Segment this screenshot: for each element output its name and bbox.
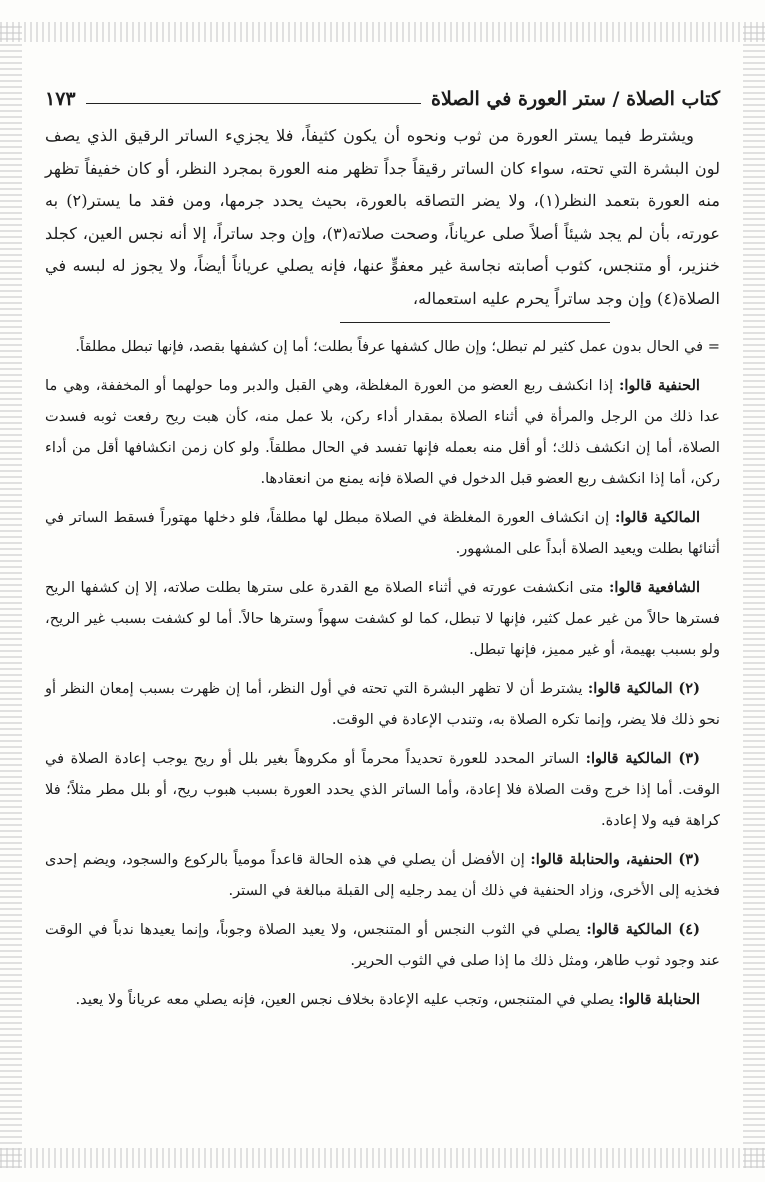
footnote-continuation: = في الحال بدون عمل كثير لم تبطل؛ وإن طال كشفها عرفاً بطلت؛ أما إن كشفها بقصد، فإنها تبطل مطلقاً. — [75, 338, 720, 355]
main-text — [45, 120, 720, 315]
footnote-hanbali: الحنابلة قالوا: يصلي في المتنجس، وتجب عليه الإعادة بخلاف نجس العين، فإنه يصلي معه عرياناً ولا يعيد. — [75, 991, 700, 1009]
footnote-4-maliki: (٤) المالكية قالوا: يصلي في الثوب النجس أو المتنجس، ولا يعيد الصلاة وجوباً، وإنما يعيدها ندباً في الوقت عند وجود ثوب طاهر، ومثل ذلك ما إذا صلى في الثوب الحرير. — [45, 921, 720, 969]
footnotes — [45, 332, 720, 1024]
page-number: ١٧٣ — [45, 88, 76, 110]
footnote-3-maliki: (٣) المالكية قالوا: الساتر المحدد للعورة تحديداً محرماً أو مكروهاً بغير بلل أو ريح يوجب إعادة الصلاة في الوقت. أما إذا خرج وقت الصلاة فلا إعادة، وأما الساتر الذي يحدد العورة بسبب هبوب ريح، أو بلل مطر مثلاً؛ فلا كراهة فيه ولا إعادة. — [45, 750, 720, 829]
footnote-shafii: الشافعية قالوا: متى انكشفت عورته في أثناء الصلاة مع القدرة على سترها بطلت صلاته، إلا إن كشفها الريح فسترها حالاً من غير عمل كثير، فإنها لا تبطل، كما لو كشفت سهواً وسترها حالاً. أما لو كشفت بسبب غير الريح، ولو بسبب بهيمة، أو غير مميز، فإنها تبطل. — [45, 579, 720, 658]
decorative-border-left — [0, 22, 22, 1168]
footnote-hanafi: الحنفية قالوا: إذا انكشف ربع العضو من العورة المغلظة، وهي القبل والدبر وما حولهما أو المخففة، وهي ما عدا ذلك من الرجل والمرأة في أثناء الصلاة بمقدار أداء ركن، بلا عمل منه، كأن هبت ريح رفعت ثوبه فسدت الصلاة، أما إن انكشف ذلك؛ أو أقل منه بعمله فإنها تفسد في الحال مطلقاً. ولو كان زمن انكشافها أقل من أداء ركن، أما إذا انكشف ربع العضو قبل الدخول في الصلاة فإنه يمنع من انعقادها. — [45, 377, 720, 487]
decorative-border-bottom — [0, 1148, 765, 1168]
decorative-border-top — [0, 22, 765, 42]
footnote-maliki: المالكية قالوا: إن انكشاف العورة المغلظة في الصلاة مبطل لها مطلقاً، فلو دخلها مهتوراً فسقط الساتر في أثنائها بطلت ويعيد الصلاة أبداً على المشهور. — [45, 508, 720, 557]
main-paragraph: ويشترط فيما يستر العورة من ثوب ونحوه أن يكون كثيفاً، فلا يجزيء الساتر الرقيق الذي يصف لون البشرة التي تحته، سواء كان الساتر رقيقاً جداً تظهر منه العورة بمجرد النظر، أو كان خفيفاً تظهر منه العورة بتعمد النظر(١)، ولا يضر التصاقه بالعورة، بحيث يحدد جرمها، ومن فقد ما يستر(٢) به عورته، بأن لم يجد شيئاً أصلاً صلى عرياناً، وصحت صلاته(٣)، وإن وجد ساتراً، إلا أنه نجس العين، كجلد خنزير، أو متنجس، كثوب أصابته نجاسة غير معفوٍّ عنها، فإنه يصلي عرياناً أيضاً، ولا يجوز له لبسه في الصلاة(٤) وإن وجد ساتراً يحرم عليه استعماله، — [45, 126, 720, 308]
running-header — [45, 82, 720, 110]
decorative-border-right — [743, 22, 765, 1168]
footnote-separator — [340, 322, 610, 323]
footnote-3-hanafi-hanbali: (٣) الحنفية، والحنابلة قالوا: إن الأفضل أن يصلي في هذه الحالة قاعداً مومياً بالركوع والسجود، ويضم إحدى فخذيه إلى الأخرى، وزاد الحنفية في ذلك أن يمد رجليه إلى القبلة مبالغة في الستر. — [45, 850, 720, 899]
running-title: كتاب الصلاة / ستر العورة في الصلاة — [431, 88, 720, 110]
header-rule — [86, 103, 421, 104]
footnote-2-maliki: (٢) المالكية قالوا: يشترط أن لا تظهر البشرة التي تحته في أول النظر، أما إن ظهرت بسبب إمعان النظر أو نحو ذلك فلا يضر، وإنما تكره الصلاة به، وتندب الإعادة في الوقت. — [45, 679, 720, 728]
